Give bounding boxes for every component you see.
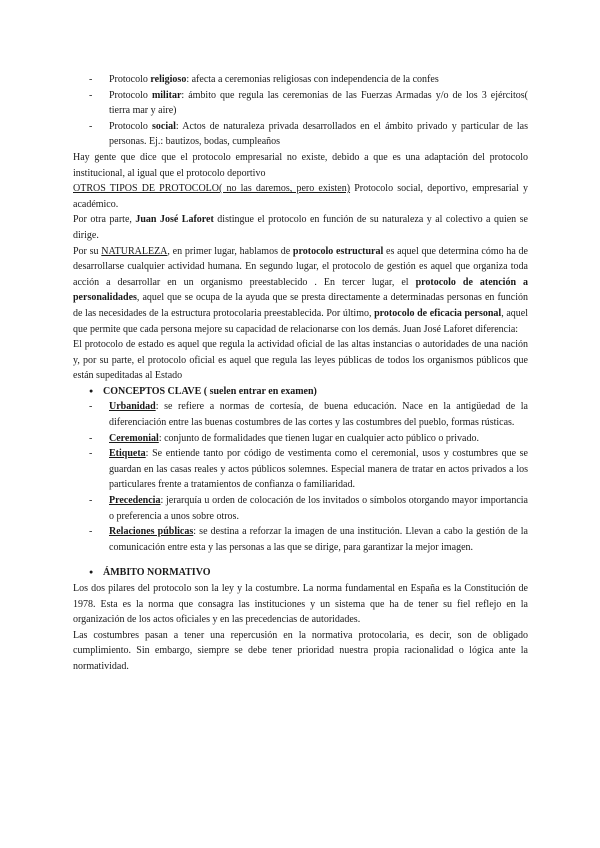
paragraph-estado: El protocolo de estado es aquel que regula la actividad oficial de las altas instancias o autoridades de una nación y, por su parte, el protocolo oficial es aquel que regula las leyes públicas de todos los organismos públicos que están supeditadas al Estado <box>73 339 528 382</box>
paragraph-empresarial: Hay gente que dice que el protocolo empresarial no existe, debido a que es una adaptación del protocolo institucional, al igual que el protocolo deportivo <box>73 151 528 179</box>
term: religioso <box>150 74 187 85</box>
paragraph-laforet: Por otra parte, Juan José Laforet distingue el protocolo en función de su naturaleza y al colectivo a quien se dirige. <box>73 214 528 241</box>
spacer <box>73 555 528 565</box>
list-item: - Etiqueta: Se entiende tanto por código de vestimenta como el ceremonial, usos y costumbres que se guardan en las casas reales y actos públicos solemnes. Especial manera de tratar en actos privados a los particulares frente a tratamientos de confianza o familiaridad. <box>73 446 528 493</box>
term: militar <box>151 89 182 101</box>
list-item: - Urbanidad: se refiere a normas de cortesía, de buena educación. Nace en la antigüedad de la diferenciación entre las buenas costumbres de las cortes y las costumbres del pueblo, formas rústicas. <box>73 399 528 430</box>
paragraph-ambito-1: Los dos pilares del protocolo son la ley y la costumbre. La norma fundamental en España es la Constitución de 1978. Esta es la norma que consagra las instituciones y un sistema que ha de tener su fiel reflejo en la organización de los actos oficiales y en las precedencias de autoridades. <box>73 583 528 626</box>
section-heading-ambito: ● ÁMBITO NORMATIVO <box>73 565 528 581</box>
section-heading-conceptos: ● CONCEPTOS CLAVE ( suelen entrar en examen) <box>73 384 528 400</box>
underlined-heading: OTROS TIPOS DE PROTOCOLO( no las daremos, pero existen) <box>73 183 351 195</box>
list-item: - Protocolo militar: ámbito que regula las ceremonias de las Fuerzas Armadas y/o de los 3 ejércitos( tierra mar y aire) <box>73 88 528 119</box>
list-item: - Relaciones públicas: se destina a reforzar la imagen de una institución. Llevan a cabo la gestión de la comunicación entre esta y las personas a las que se dirige, para garantizar la mejor imagen. <box>73 524 528 555</box>
list-item: - Protocolo social: Actos de naturaleza privada desarrollados en el ámbito privado y particular de las personas. Ej.: bautizos, bodas, cumpleaños <box>73 119 528 150</box>
list-item: - Precedencia: jerarquía u orden de colocación de los invitados o símbolos otorgando mayor importancia o preferencia a unos sobre otros. <box>73 493 528 524</box>
term: social <box>152 120 176 132</box>
list-item: - Ceremonial: conjunto de formalidades que tienen lugar en cualquier acto público o privado. <box>73 431 528 447</box>
document-page <box>73 72 528 675</box>
protocol-types-list <box>73 72 528 150</box>
paragraph-otros: OTROS TIPOS DE PROTOCOLO( no las daremos, pero existen) Protocolo social, deportivo, empresarial y académico. <box>73 183 528 210</box>
paragraph-naturaleza: Por su NATURALEZA, en primer lugar, hablamos de protocolo estructural es aquel que determina cómo ha de desarrollarse cualquier actividad humana. En segundo lugar, el protocolo de gestión es aquel que organiza toda acción a desarrollar en un organismo preestablecido . En tercer lugar, el protocolo de atención a personalidades, aquel que se ocupa de la ayuda que se presta directamente a determinadas personas en función de las necesidades de la estructura protocolaria preestablecida. Por último, protocolo de eficacia personal, aquel que permite que cada persona mejore su capacidad de relacionarse con los demás. Juan José Laforet diferencia: <box>73 245 528 335</box>
paragraph-ambito-2: Las costumbres pasan a tener una repercusión en la normativa protocolaria, es decir, son de obligado cumplimiento. Sin embargo, siempre se debe tener prioridad nuestra propia racionalidad o lógica ante la normatividad. <box>73 629 528 672</box>
conceptos-list <box>73 399 528 555</box>
list-item: - Protocolo religioso: afecta a ceremonias religiosas con independencia de la confes <box>73 72 528 88</box>
